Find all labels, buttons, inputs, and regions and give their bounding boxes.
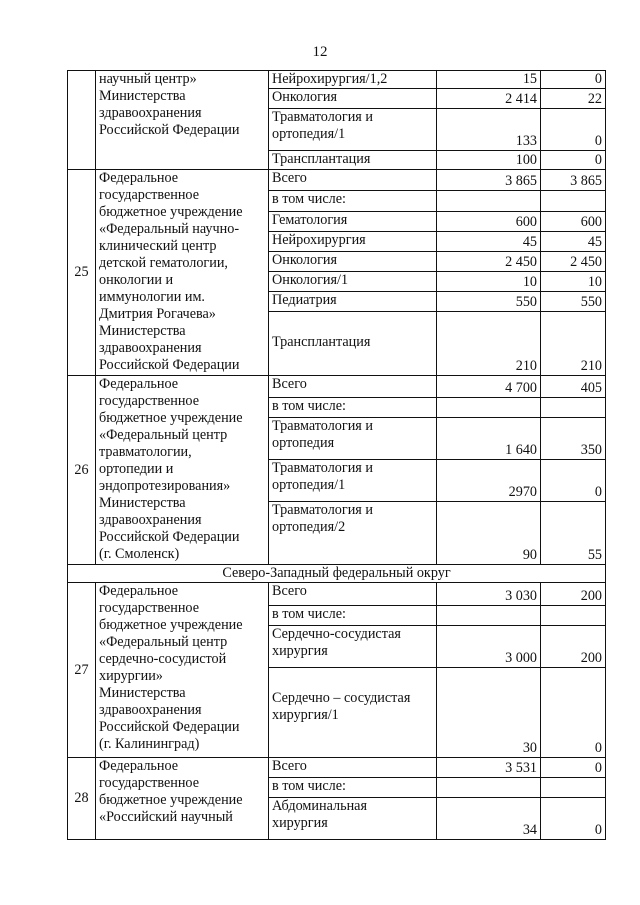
- table-row: [68, 583, 606, 606]
- page-number: 12: [312, 44, 328, 60]
- second-value: 600: [541, 212, 606, 232]
- row-number: 28: [68, 758, 96, 840]
- row-number: [68, 71, 96, 170]
- profile-name: [269, 758, 437, 778]
- profile-name: [269, 272, 437, 292]
- second-value: 0: [541, 460, 606, 502]
- organization-line: бюджетное учреждение: [99, 792, 243, 808]
- organization-line: (г. Калининград): [99, 736, 200, 752]
- total-value: 34: [437, 798, 541, 840]
- profile-name: [269, 232, 437, 252]
- second-value: 550: [541, 292, 606, 312]
- organization-line: эндопротезирования»: [99, 478, 231, 494]
- profile-line: Трансплантация: [272, 151, 371, 167]
- second-value: [541, 606, 606, 626]
- second-value: 405: [541, 376, 606, 398]
- profile-name: [269, 583, 437, 606]
- organization-line: Федеральное: [99, 376, 179, 392]
- total-value: 30: [437, 668, 541, 758]
- second-value: 0: [541, 109, 606, 151]
- second-value: 22: [541, 89, 606, 109]
- second-value: 200: [541, 583, 606, 606]
- second-value: 0: [541, 668, 606, 758]
- total-value: 133: [437, 109, 541, 151]
- second-value: 200: [541, 626, 606, 668]
- second-value: [541, 398, 606, 418]
- organization-line: Министерства: [99, 88, 186, 104]
- profile-name: [269, 151, 437, 170]
- region-heading: Северо-Западный федеральный округ: [68, 565, 606, 583]
- organization-name: [96, 583, 269, 758]
- organization-line: (г. Смоленск): [99, 546, 180, 562]
- total-value: 3 865: [437, 170, 541, 191]
- profile-line: Онкология: [272, 89, 338, 105]
- profile-name: [269, 170, 437, 191]
- profile-name: [269, 668, 437, 758]
- organization-line: государственное: [99, 775, 199, 791]
- second-value: 10: [541, 272, 606, 292]
- organization-line: иммунологии им.: [99, 289, 205, 305]
- total-value: 4 700: [437, 376, 541, 398]
- organization-line: травматологии,: [99, 444, 192, 460]
- organization-name: [96, 170, 269, 376]
- profile-name: [269, 606, 437, 626]
- second-value: 45: [541, 232, 606, 252]
- organization-line: здравоохранения: [99, 702, 202, 718]
- organization-line: бюджетное учреждение: [99, 204, 243, 220]
- profile-line: ортопедия/1: [272, 126, 346, 142]
- second-value: 0: [541, 758, 606, 778]
- organization-line: «Российский научный: [99, 809, 233, 825]
- profile-line: Травматология и: [272, 460, 373, 476]
- profile-name: [269, 212, 437, 232]
- total-value: 600: [437, 212, 541, 232]
- organization-line: государственное: [99, 600, 199, 616]
- profile-name: [269, 398, 437, 418]
- profile-line: в том числе:: [272, 191, 346, 207]
- second-value: 3 865: [541, 170, 606, 191]
- profile-name: [269, 376, 437, 398]
- total-value: 15: [437, 71, 541, 89]
- profile-line: в том числе:: [272, 606, 346, 622]
- table-row: [68, 71, 606, 89]
- profile-line: хирургия: [272, 643, 328, 659]
- total-value: 2 450: [437, 252, 541, 272]
- second-value: [541, 778, 606, 798]
- profile-line: Трансплантация: [272, 334, 371, 350]
- organization-line: «Федеральный центр: [99, 634, 228, 650]
- profile-name: [269, 778, 437, 798]
- profile-name: [269, 252, 437, 272]
- profile-line: Онкология: [272, 252, 338, 268]
- profile-line: Всего: [272, 758, 307, 774]
- second-value: 0: [541, 151, 606, 170]
- second-value: [541, 191, 606, 212]
- organization-line: онкологии и: [99, 272, 174, 288]
- organization-line: Российской Федерации: [99, 357, 240, 373]
- organization-line: Российской Федерации: [99, 529, 240, 545]
- organization-line: бюджетное учреждение: [99, 410, 243, 426]
- organization-line: Министерства: [99, 685, 186, 701]
- total-value: 210: [437, 312, 541, 376]
- organization-line: научный центр»: [99, 71, 197, 87]
- total-value: [437, 606, 541, 626]
- profile-line: хирургия: [272, 815, 328, 831]
- profile-line: Сердечно-сосудистая: [272, 626, 401, 642]
- profile-name: [269, 89, 437, 109]
- total-value: 100: [437, 151, 541, 170]
- organization-line: детской гематологии,: [99, 255, 228, 271]
- organization-line: государственное: [99, 187, 199, 203]
- profile-line: ортопедия: [272, 435, 335, 451]
- organization-line: Российской Федерации: [99, 122, 240, 138]
- profile-line: Гематология: [272, 212, 348, 228]
- profile-name: [269, 798, 437, 840]
- organization-line: Министерства: [99, 495, 186, 511]
- profile-line: Травматология и: [272, 418, 373, 434]
- organization-line: здравоохранения: [99, 340, 202, 356]
- total-value: 3 000: [437, 626, 541, 668]
- total-value: 2 414: [437, 89, 541, 109]
- profile-name: [269, 292, 437, 312]
- profile-name: [269, 191, 437, 212]
- organization-line: «Федеральный научно-: [99, 221, 240, 237]
- organization-line: бюджетное учреждение: [99, 617, 243, 633]
- organization-line: ортопедии и: [99, 461, 174, 477]
- profile-name: [269, 109, 437, 151]
- profile-name: [269, 460, 437, 502]
- organization-name: [96, 71, 269, 170]
- second-value: 55: [541, 502, 606, 565]
- second-value: 0: [541, 798, 606, 840]
- total-value: 3 030: [437, 583, 541, 606]
- profile-name: [269, 71, 437, 89]
- total-value: [437, 398, 541, 418]
- profile-line: Травматология и: [272, 109, 373, 125]
- profile-name: [269, 626, 437, 668]
- total-value: 90: [437, 502, 541, 565]
- second-value: 2 450: [541, 252, 606, 272]
- total-value: [437, 191, 541, 212]
- profile-line: в том числе:: [272, 778, 346, 794]
- profile-line: Всего: [272, 376, 307, 392]
- organization-line: сердечно-сосудистой: [99, 651, 227, 667]
- organization-line: Министерства: [99, 323, 186, 339]
- row-number: 25: [68, 170, 96, 376]
- profile-line: Онкология/1: [272, 272, 349, 288]
- region-row: [68, 565, 606, 583]
- second-value: 210: [541, 312, 606, 376]
- organization-line: хирургии»: [99, 668, 163, 684]
- document-table: [67, 70, 606, 840]
- profile-line: Абдоминальная: [272, 798, 367, 814]
- profile-line: Всего: [272, 170, 307, 186]
- total-value: 550: [437, 292, 541, 312]
- profile-name: [269, 502, 437, 565]
- organization-line: государственное: [99, 393, 199, 409]
- table-row: [68, 758, 606, 778]
- profile-line: в том числе:: [272, 398, 346, 414]
- profile-line: хирургия/1: [272, 707, 339, 723]
- organization-line: клинический центр: [99, 238, 217, 254]
- total-value: 3 531: [437, 758, 541, 778]
- total-value: 1 640: [437, 418, 541, 460]
- total-value: 45: [437, 232, 541, 252]
- profile-line: ортопедия/2: [272, 519, 346, 535]
- profile-line: Нейрохирургия: [272, 232, 366, 248]
- table-row: [68, 170, 606, 191]
- second-value: 0: [541, 71, 606, 89]
- total-value: 2970: [437, 460, 541, 502]
- organization-name: [96, 376, 269, 565]
- table-row: [68, 376, 606, 398]
- second-value: 350: [541, 418, 606, 460]
- organization-line: Федеральное: [99, 583, 179, 599]
- total-value: [437, 778, 541, 798]
- profile-name: [269, 418, 437, 460]
- profile-name: [269, 312, 437, 376]
- organization-line: Федеральное: [99, 170, 179, 186]
- profile-line: Травматология и: [272, 502, 373, 518]
- organization-line: Дмитрия Рогачева»: [99, 306, 216, 322]
- organization-line: Российской Федерации: [99, 719, 240, 735]
- profile-line: Всего: [272, 583, 307, 599]
- profile-line: Нейрохирургия/1,2: [272, 71, 388, 87]
- organization-line: «Федеральный центр: [99, 427, 228, 443]
- row-number: 27: [68, 583, 96, 758]
- organization-name: [96, 758, 269, 840]
- total-value: 10: [437, 272, 541, 292]
- profile-line: Педиатрия: [272, 292, 337, 308]
- organization-line: Федеральное: [99, 758, 179, 774]
- organization-line: здравоохранения: [99, 512, 202, 528]
- profile-line: Сердечно – сосудистая: [272, 690, 411, 706]
- row-number: 26: [68, 376, 96, 565]
- organization-line: здравоохранения: [99, 105, 202, 121]
- profile-line: ортопедия/1: [272, 477, 346, 493]
